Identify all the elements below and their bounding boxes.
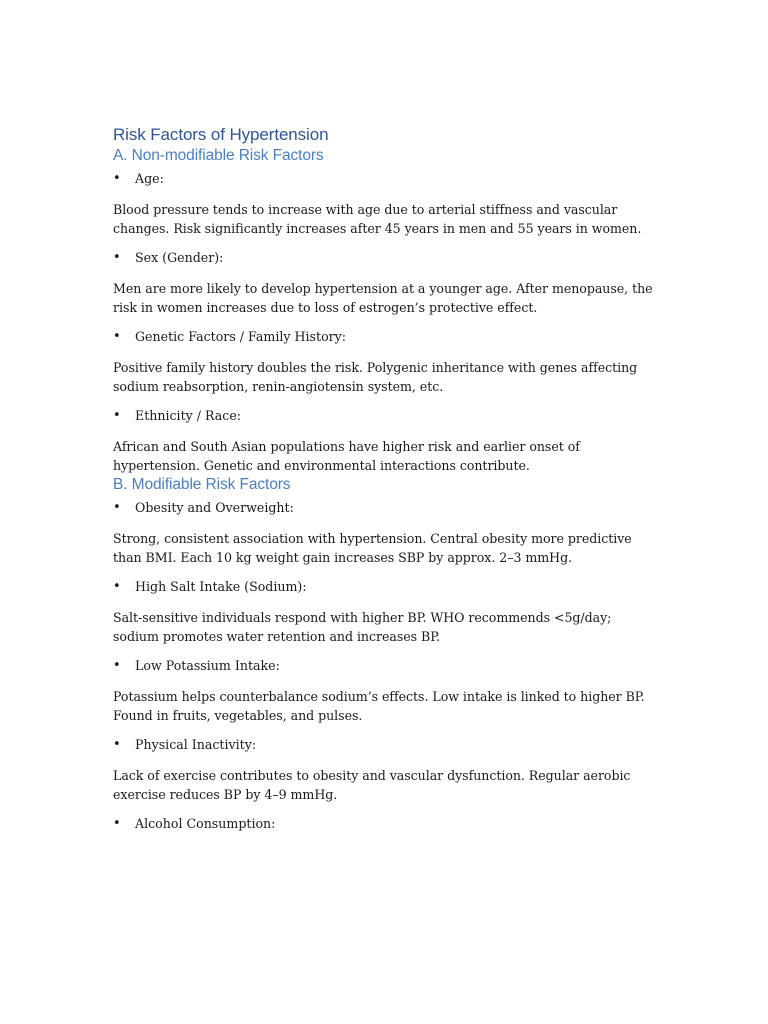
- list-item-label: Obesity and Overweight:: [135, 500, 294, 515]
- list-item-alcohol: [113, 815, 658, 833]
- bullet-list: [113, 328, 658, 346]
- bullet-icon: •: [113, 737, 121, 752]
- bullet-list: [113, 170, 658, 188]
- bullet-list: [113, 815, 658, 833]
- list-item-ethnicity: [113, 407, 658, 425]
- paragraph-potassium: Potassium helps counterbalance sodium’s effects. Low intake is linked to higher BP. Found in fruits, vegetables, and pulses.: [113, 689, 645, 723]
- list-item-obesity: [113, 499, 658, 517]
- bullet-icon: •: [113, 171, 121, 186]
- bullet-icon: •: [113, 579, 121, 594]
- bullet-list: [113, 736, 658, 754]
- list-item-label: Genetic Factors / Family History:: [135, 329, 347, 344]
- bullet-list: [113, 578, 658, 596]
- paragraph-sex: Men are more likely to develop hypertension at a younger age. After menopause, the risk in women increases due to loss of estrogen’s protective effect.: [113, 281, 653, 315]
- paragraph-salt: Salt-sensitive individuals respond with higher BP. WHO recommends <5g/day; sodium promotes water retention and increases BP.: [113, 610, 612, 644]
- bullet-list: [113, 499, 658, 517]
- list-item-label: Alcohol Consumption:: [135, 816, 276, 831]
- list-item-label: Ethnicity / Race:: [135, 408, 242, 423]
- bullet-icon: •: [113, 658, 121, 673]
- section-heading-non-modifiable: A. Non-modifiable Risk Factors: [113, 147, 324, 164]
- bullet-list: [113, 657, 658, 675]
- list-item-genetic: [113, 328, 658, 346]
- list-item-label: Physical Inactivity:: [135, 737, 257, 752]
- bullet-list: [113, 249, 658, 267]
- document-body: [113, 124, 658, 833]
- list-item-age: [113, 170, 658, 188]
- page-title: Risk Factors of Hypertension: [113, 125, 329, 144]
- bullet-icon: •: [113, 250, 121, 265]
- paragraph-obesity: Strong, consistent association with hypertension. Central obesity more predictive than BMI. Each 10 kg weight gain increases SBP by approx. 2–3 mmHg.: [113, 531, 632, 565]
- list-item-label: Sex (Gender):: [135, 250, 224, 265]
- list-item-potassium: [113, 657, 658, 675]
- section-heading-modifiable: B. Modifiable Risk Factors: [113, 476, 291, 493]
- paragraph-ethnicity: African and South Asian populations have higher risk and earlier onset of hypertension. Genetic and environmental interactions contribute.: [113, 439, 580, 473]
- bullet-icon: •: [113, 408, 121, 423]
- paragraph-age: Blood pressure tends to increase with age due to arterial stiffness and vascular changes. Risk significantly increases after 45 years in men and 55 years in women.: [113, 202, 642, 236]
- list-item-label: Age:: [135, 171, 164, 186]
- bullet-icon: •: [113, 500, 121, 515]
- paragraph-genetic: Positive family history doubles the risk. Polygenic inheritance with genes affecting sodium reabsorption, renin-angiotensin system, etc.: [113, 360, 638, 394]
- bullet-list: [113, 407, 658, 425]
- bullet-icon: •: [113, 816, 121, 831]
- list-item-salt: [113, 578, 658, 596]
- list-item-label: Low Potassium Intake:: [135, 658, 280, 673]
- list-item-sex: [113, 249, 658, 267]
- paragraph-inactivity: Lack of exercise contributes to obesity and vascular dysfunction. Regular aerobic exercise reduces BP by 4–9 mmHg.: [113, 768, 631, 802]
- bullet-icon: •: [113, 329, 121, 344]
- list-item-label: High Salt Intake (Sodium):: [135, 579, 307, 594]
- list-item-inactivity: [113, 736, 658, 754]
